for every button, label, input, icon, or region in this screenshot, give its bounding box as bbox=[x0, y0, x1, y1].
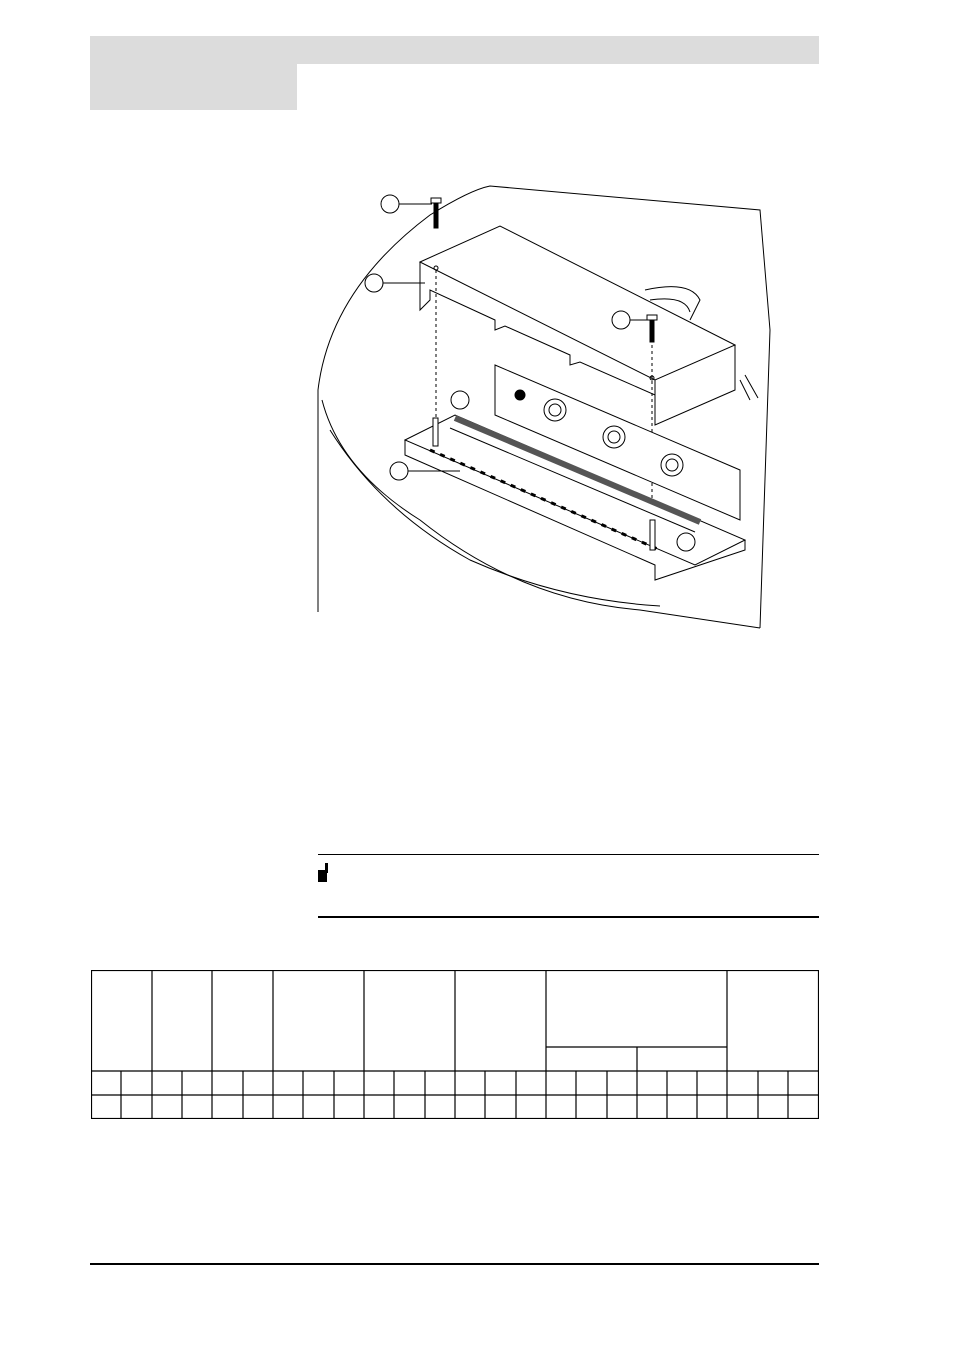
hand-pointer-icon bbox=[316, 862, 330, 884]
footer-rule bbox=[90, 1263, 819, 1265]
header-band bbox=[90, 36, 819, 64]
note-top-rule bbox=[318, 854, 819, 855]
note-bottom-rule bbox=[318, 916, 819, 918]
terminal-box-illustration bbox=[300, 180, 800, 650]
header-tab bbox=[90, 64, 297, 110]
specification-table bbox=[91, 970, 819, 1119]
